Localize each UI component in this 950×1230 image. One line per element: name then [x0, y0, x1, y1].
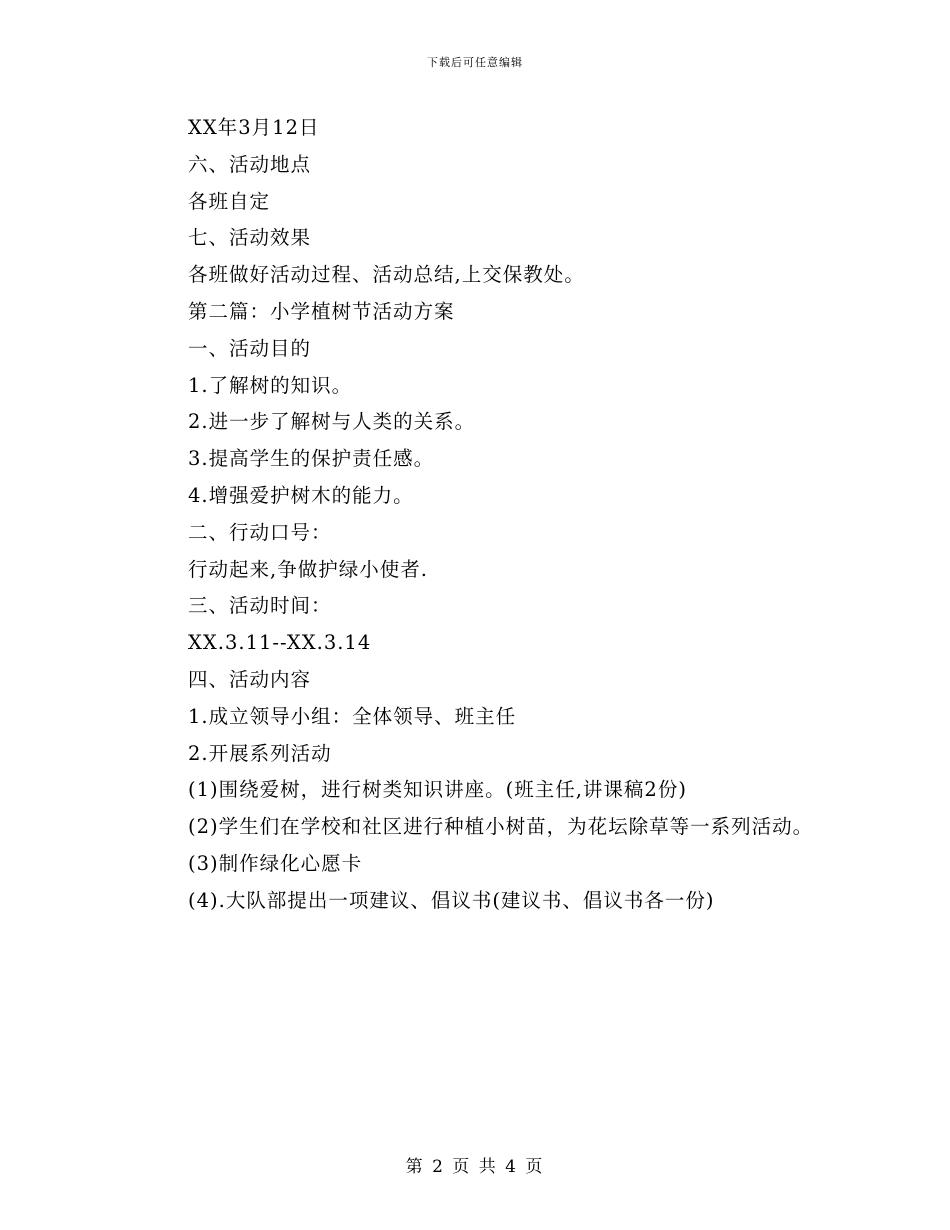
list-item: (1)围绕爱树，进行树类知识讲座。(班主任,讲课稿2份)	[188, 778, 687, 802]
document-body	[142, 110, 822, 920]
page-header-note: 下载后可任意编辑	[427, 56, 523, 69]
paragraph-line: 各班做好活动过程、活动总结,上交保教处。	[188, 263, 585, 287]
list-item: 1.成立领导小组：全体领导、班主任	[188, 704, 517, 728]
list-item: 2.开展系列活动	[188, 741, 332, 765]
list-item: (3)制作绿化心愿卡	[188, 851, 363, 875]
paragraph-line: 各班自定	[188, 189, 271, 213]
section-heading-purpose: 一、活动目的	[188, 336, 312, 360]
list-item: 3.提高学生的保护责任感。	[188, 447, 435, 471]
list-item: (4).大队部提出一项建议、倡议书(建议书、倡议书各一份)	[188, 888, 715, 912]
list-item: 4.增强爱护树木的能力。	[188, 483, 414, 507]
list-item: (2)学生们在学校和社区进行种植小树苗，为花坛除草等一系列活动。	[188, 815, 814, 839]
section-heading-effect: 七、活动效果	[188, 226, 312, 250]
list-item: 2.进一步了解树与人类的关系。	[188, 410, 476, 434]
section-heading-slogan: 二、行动口号：	[188, 520, 332, 544]
list-item: 1.了解树的知识。	[188, 373, 353, 397]
paragraph-line: 行动起来,争做护绿小使者.	[188, 557, 428, 581]
date-line: XX年3月12日	[188, 116, 320, 139]
paragraph-line: XX.3.11--XX.3.14	[188, 631, 372, 655]
section-heading-location: 六、活动地点	[188, 152, 312, 176]
page-number-footer: 第 2 页 共 4 页	[405, 1157, 545, 1177]
section-heading-content: 四、活动内容	[188, 667, 312, 691]
section-heading-time: 三、活动时间：	[188, 594, 332, 618]
chapter-title: 第二篇：小学植树节活动方案	[188, 299, 455, 323]
